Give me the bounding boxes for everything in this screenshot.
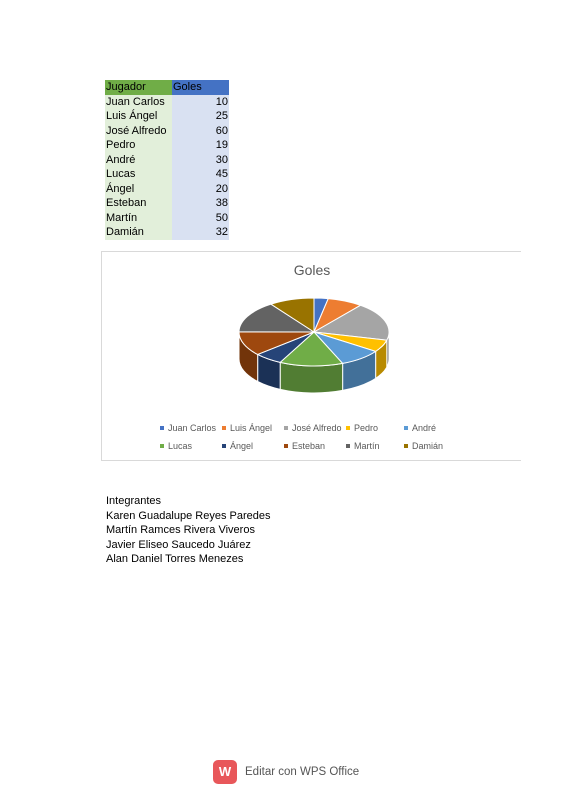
player-name: André <box>105 153 172 168</box>
legend-label: Martín <box>354 441 380 451</box>
legend-label: Lucas <box>168 441 193 451</box>
legend-item <box>222 423 272 433</box>
pie-chart[interactable] <box>101 251 521 461</box>
legend-label: Pedro <box>354 423 379 433</box>
player-goals: 20 <box>172 182 229 197</box>
legend-label: Luis Ángel <box>230 423 273 433</box>
player-goals: 60 <box>172 124 229 139</box>
legend-swatch <box>222 444 226 448</box>
wps-logo-icon: W <box>213 760 237 784</box>
header-jugador: Jugador <box>105 80 172 95</box>
player-goals: 50 <box>172 211 229 226</box>
table-row <box>105 182 229 197</box>
legend-label: Ángel <box>230 441 254 451</box>
member-name: Javier Eliseo Saucedo Juárez <box>106 538 251 551</box>
player-name: Ángel <box>105 182 172 197</box>
table-header-row <box>105 80 229 95</box>
player-name: Juan Carlos <box>105 95 172 110</box>
members-heading: Integrantes <box>106 495 162 507</box>
legend-item <box>404 441 443 451</box>
player-goals: 19 <box>172 138 229 153</box>
legend-swatch <box>284 426 288 430</box>
player-goals: 45 <box>172 167 229 182</box>
table-row <box>105 138 229 153</box>
player-name: Damián <box>105 225 172 240</box>
table-row <box>105 167 229 182</box>
legend-item <box>346 423 378 433</box>
edit-with-wps-label: Editar con WPS Office <box>245 766 360 778</box>
table-row <box>105 153 229 168</box>
legend-item <box>284 441 325 451</box>
header-goles: Goles <box>172 80 229 95</box>
legend-swatch <box>404 444 408 448</box>
legend-item <box>284 423 342 433</box>
table-row <box>105 225 229 240</box>
legend-item <box>222 441 253 451</box>
legend-item <box>160 441 192 451</box>
edit-with-wps-button[interactable] <box>213 760 359 784</box>
legend-swatch <box>346 426 350 430</box>
legend-item <box>346 441 380 451</box>
legend-swatch <box>346 444 350 448</box>
members-block <box>106 494 271 567</box>
chart-title: Goles <box>293 262 331 278</box>
legend-item <box>160 423 216 433</box>
legend-swatch <box>222 426 226 430</box>
player-name: José Alfredo <box>105 124 172 139</box>
member-name: Karen Guadalupe Reyes Paredes <box>106 509 271 522</box>
player-name: Esteban <box>105 196 172 211</box>
player-goals: 30 <box>172 153 229 168</box>
legend-label: José Alfredo <box>292 423 342 433</box>
member-name: Alan Daniel Torres Menezes <box>106 553 244 565</box>
table-row <box>105 196 229 211</box>
table-row <box>105 211 229 226</box>
player-goals: 38 <box>172 196 229 211</box>
legend-label: Damián <box>412 441 444 451</box>
player-name: Pedro <box>105 138 172 153</box>
player-goals: 25 <box>172 109 229 124</box>
legend-swatch <box>160 444 164 448</box>
legend-label: André <box>412 423 437 433</box>
player-name: Martín <box>105 211 172 226</box>
player-goals: 32 <box>172 225 229 240</box>
goals-table <box>105 80 229 240</box>
legend-swatch <box>160 426 164 430</box>
legend-label: Juan Carlos <box>168 423 217 433</box>
legend-item <box>404 423 436 433</box>
legend-swatch <box>284 444 288 448</box>
member-name: Martín Ramces Rivera Viveros <box>106 524 255 536</box>
legend-swatch <box>404 426 408 430</box>
player-goals: 10 <box>172 95 229 110</box>
table-row <box>105 109 229 124</box>
table-row <box>105 124 229 139</box>
legend-label: Esteban <box>292 441 326 451</box>
player-name: Luis Ángel <box>105 109 172 124</box>
table-row <box>105 95 229 110</box>
pie-slice-side <box>280 362 342 393</box>
player-name: Lucas <box>105 167 172 182</box>
